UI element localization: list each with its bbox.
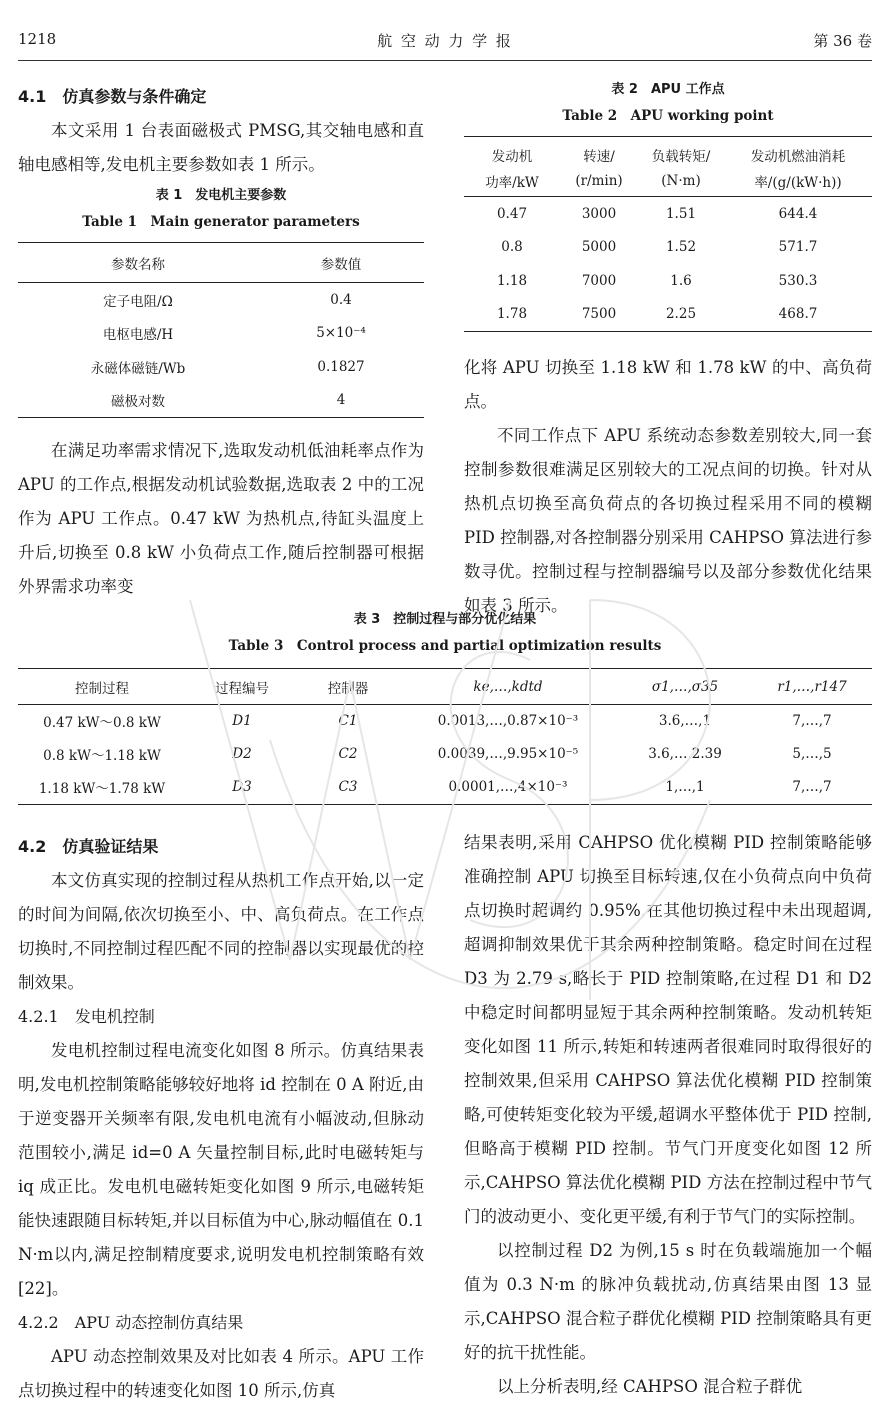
paragraph: 本文仿真实现的控制过程从热机工作点开始,以一定的时间为间隔,依次切换至小、中、高负荷点。在工作点切换时,不同控制过程匹配不同的控制器以实现最优的控制效果。 [18, 871, 424, 992]
table-header-cell: 转速/ [583, 148, 615, 165]
table-row [18, 705, 872, 738]
table-cell: 磁极对数 [111, 394, 165, 411]
table-cell: 0.0039,…,9.95×10⁻⁵ [437, 746, 579, 762]
page-number: 1218 [18, 30, 57, 48]
table-cell: 7,…,7 [792, 779, 832, 796]
sec41-para2 [18, 434, 424, 604]
paragraph: 以上分析表明,经 CAHPSO 混合粒子群优 [497, 1377, 803, 1396]
table-cell: 5000 [581, 239, 617, 255]
table-cell: 468.7 [778, 306, 818, 323]
table-cell: 0.8 [501, 239, 523, 255]
table-header-cell: 参数值 [320, 256, 362, 273]
table-cell: 1.78 [496, 306, 528, 323]
table2-caption-cn: 表 2 APU 工作点 [611, 82, 725, 97]
table-row [464, 197, 872, 231]
table-header-cell: (r/min) [575, 173, 623, 190]
header-rule [18, 60, 872, 61]
table1 [18, 242, 424, 418]
table-cell: 7500 [581, 306, 617, 323]
table-row [18, 384, 424, 418]
table-cell: 3000 [581, 205, 617, 222]
table-cell: 0.47 [496, 205, 528, 222]
table-row [464, 264, 872, 298]
table-cell: 3.6,…,1 [658, 713, 712, 730]
table-header-row [464, 167, 872, 197]
table-cell: D2 [232, 746, 252, 762]
table-header-cell: 控制过程 [75, 680, 129, 697]
table-header-cell: 控制器 [327, 680, 369, 697]
table-cell: 530.3 [778, 272, 818, 289]
table-header-cell: ke,…,kdtd [473, 678, 543, 695]
table-row [18, 317, 424, 350]
table-cell: 1.6 [670, 272, 692, 289]
paragraph: 本文采用 1 台表面磁极式 PMSG,其交轴电感和直轴电感相等,发电机主要参数如表 1 所示。 [18, 121, 424, 174]
table2 [464, 136, 872, 332]
table-row [18, 738, 872, 771]
table-row [18, 350, 424, 384]
table1-caption-en: Table 1 Main generator parameters [82, 214, 360, 230]
table-header-cell: 参数名称 [111, 256, 165, 273]
table-cell: 5×10⁻⁴ [316, 325, 366, 341]
table-cell: 5,…,5 [792, 746, 832, 762]
table-cell: 1.51 [665, 205, 697, 222]
table-row [18, 771, 872, 805]
table-row [464, 231, 872, 264]
table-cell: 4 [336, 392, 346, 409]
table3 [18, 668, 872, 805]
table3-caption-en: Table 3 Control process and partial optimization results [228, 638, 662, 654]
table-cell: 0.1827 [317, 358, 365, 375]
paragraph: 发电机控制过程电流变化如图 8 所示。仿真结果表明,发电机控制策略能够较好地将 id 控制在 0 A 附近,由于逆变器开关频率有限,发电机电流有小幅波动,但脉动范围较小,满足 id=0 A 矢量控制目标,此时电磁转矩与 iq 成正比。发电机电磁转矩变化如图 9 所示,电磁转矩能快速跟随目标转矩,并以目标值为中心,脉动幅值在 0.1 N·m以内,满足控制精度要求,说明发电机控制策略有效[22]。 [18, 1041, 424, 1298]
table-row [18, 283, 424, 317]
paragraph: 以控制过程 D2 为例,15 s 时在负载端施加一个幅值为 0.3 N·m 的脉冲负载扰动,仿真结果由图 13 显示,CAHPSO 混合粒子群优化模糊 PID 控制策略具有更好的抗干扰性能。 [464, 1241, 872, 1362]
table-cell: 0.47 kW～0.8 kW [43, 715, 161, 732]
subsection-4-2-2-title: 4.2.2 APU 动态控制仿真结果 [18, 1313, 244, 1332]
table-header-cell: σ1,…,σ35 [651, 678, 719, 695]
table-header-cell: 过程编号 [215, 680, 269, 697]
table-cell: 644.4 [778, 205, 818, 222]
table-cell: 1.52 [665, 239, 697, 255]
table-cell: 1,…,1 [665, 779, 705, 796]
table-header-row [464, 137, 872, 167]
table-cell: C2 [338, 746, 358, 762]
paragraph: APU 动态控制效果及对比如表 4 所示。APU 工作点切换过程中的转速变化如图 10 所示,仿真 [18, 1347, 424, 1400]
table-cell: 1.18 kW～1.78 kW [38, 781, 166, 798]
table-cell: 7000 [581, 272, 617, 289]
table-header-cell: r1,…,r147 [777, 678, 847, 695]
table-cell: 永磁体磁链/Wb [90, 360, 186, 377]
table-cell: 3.6,…,2.39 [648, 746, 722, 762]
table-cell: 电枢电感/H [102, 327, 174, 343]
table-cell: 571.7 [778, 239, 818, 255]
table3-caption-cn: 表 3 控制过程与部分优化结果 [353, 612, 537, 627]
table-cell: D1 [232, 713, 252, 730]
table-cell: 0.0013,…,0.87×10⁻³ [437, 713, 579, 730]
journal-name: 航 空 动 力 学 报 [377, 32, 513, 50]
table-cell: 0.0001,…,4×10⁻³ [448, 779, 568, 796]
table-header-cell: (N·m) [661, 173, 701, 190]
table-cell: 0.8 kW～1.18 kW [43, 748, 161, 764]
table-row [464, 298, 872, 332]
table-cell: C1 [338, 713, 358, 730]
table-header-cell: 率/(g/(kW·h)) [754, 175, 842, 192]
paragraph: 不同工作点下 APU 系统动态参数差别较大,同一套控制参数很难满足区别较大的工况点间的切换。针对从热机点切换至高负荷点的各切换过程采用不同的模糊 PID 控制器,对各控制器分别采用 CAHPSO 算法进行参数寻优。控制过程与控制器编号以及部分参数优化结果如表 3 所示。 [464, 426, 872, 615]
right-text-1 [464, 351, 872, 623]
sec41-para1 [18, 114, 424, 182]
table-header-cell: 负载转矩/ [651, 148, 711, 165]
table-header-cell: 功率/kW [485, 175, 539, 192]
table-cell: D3 [232, 779, 252, 796]
sec42-body [18, 864, 424, 1408]
table-cell: 7,…,7 [792, 713, 832, 730]
table-header-cell: 发动机燃油消耗 [750, 148, 846, 165]
table-header-row [18, 243, 424, 283]
table-header-row [18, 669, 872, 705]
paragraph: 化将 APU 切换至 1.18 kW 和 1.78 kW 的中、高负荷点。 [464, 358, 872, 411]
section-4-1-title: 4.1 仿真参数与条件确定 [18, 87, 207, 106]
paragraph: 结果表明,采用 CAHPSO 优化模糊 PID 控制策略能够准确控制 APU 切换至目标转速,仅在小负荷点向中负荷点切换时超调约 0.95%,在其他切换过程中未出现超调,超调抑制效果优于其余两种控制策略。稳定时间在过程 D3 为 2.79 s,略长于 PID 控制策略,在过程 D1 和 D2 中稳定时间都明显短于其余两种控制策略。发动机转矩变化如图 11 所示,转矩和转速两者很难同时取得很好的控制效果,但采用 CAHPSO 算法优化模糊 PID 控制策略,可使转矩变化较为平缓,超调水平整体优于 PID 控制,但略高于模糊 PID 控制。节气门开度变化如图 12 所示,CAHPSO 算法优化模糊 PID 方法在控制过程中节气门的波动更小、变化更平缓,有利于节气门的实际控制。 [464, 833, 872, 1226]
subsection-4-2-1-title: 4.2.1 发电机控制 [18, 1007, 155, 1026]
table-cell: 1.18 [496, 272, 528, 289]
table-header-cell: 发动机 [491, 148, 533, 165]
volume: 第 36 卷 [813, 32, 872, 50]
section-4-2-title: 4.2 仿真验证结果 [18, 837, 159, 856]
table-cell: C3 [338, 779, 358, 796]
paragraph: 在满足功率需求情况下,选取发动机低油耗率点作为 APU 的工作点,根据发动机试验数据,选取表 2 中的工况作为 APU 工作点。0.47 kW 为热机点,待缸头温度上升后,切换至 0.8 kW 小负荷点工作,随后控制器可根据外界需求功率变 [18, 441, 424, 596]
right-text-2 [464, 826, 872, 1404]
table1-caption-cn: 表 1 发电机主要参数 [155, 188, 287, 203]
table-cell: 0.4 [330, 291, 352, 308]
table2-caption-en: Table 2 APU working point [562, 108, 774, 124]
table-cell: 2.25 [665, 306, 697, 323]
table-cell: 定子电阻/Ω [103, 293, 173, 310]
